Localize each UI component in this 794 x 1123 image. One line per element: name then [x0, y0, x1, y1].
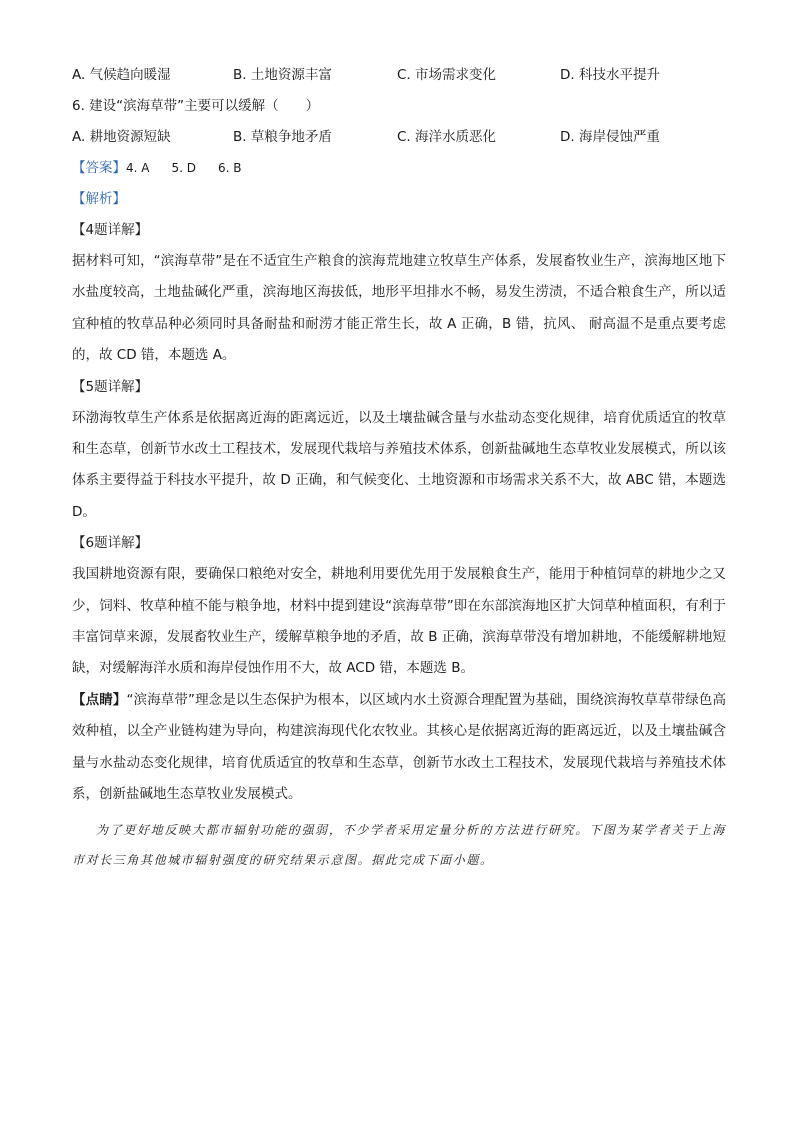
note-tag: 【点睛】 [72, 691, 127, 708]
reading-passage: 为了更好地反映大都市辐射功能的强弱，不少学者采用定量分析的方法进行研究。下图为某学者关于上海市对长三角其他城市辐射强度的研究结果示意图。据此完成下面小题。 [72, 822, 726, 867]
q4-option-b: B. 土地资源丰富 [233, 67, 332, 83]
q5-detail-heading: 【5题详解】 [72, 378, 149, 395]
answer-tag: 【答案】 [72, 160, 126, 176]
q6-option-a: A. 耕地资源短缺 [72, 129, 171, 145]
q4-option-c: C. 市场需求变化 [397, 67, 497, 83]
q6-stem: 6. 建设“滨海草带”主要可以缓解（ ） [72, 98, 320, 114]
document-page [72, 60, 726, 875]
q4-option-a: A. 气候趋向暖湿 [72, 67, 171, 83]
answer-line [72, 153, 726, 184]
q4-detail-heading: 【4题详解】 [72, 222, 149, 238]
analysis-heading [72, 184, 726, 215]
q6-detail-heading: 【6题详解】 [72, 535, 149, 552]
q4-detail-text: 据材料可知，“滨海草带”是在不适宜生产粮食的滨海荒地建立牧草生产体系，发展畜牧业生产，滨海地区地下水盐度较高，土地盐碱化严重，滨海地区海拔低，地形平坦排水不畅，易发生涝渍，不适合粮食生产，所以适宜种植的牧草品种必须同时具备耐盐和耐涝才能正常生长，故 A 正确，B 错，抗风、 耐高温不是重点要考虑的，故 CD 错，本题选 A。 [72, 253, 726, 364]
note-text: “滨海草带”理念是以生态保护为根本，以区域内水土资源合理配置为基础，围绕滨海牧草草带绿色高效种植，以全产业链构建为导向，构建滨海现代化农牧业。其核心是依据离近海的距离远近，以及土壤盐碱含量与水盐动态变化规律，培育优质适宜的牧草和生态草，创新节水改土工程技术，发展现代栽培与养殖技术体系，创新盐碱地生态草牧业发展模式。 [72, 691, 726, 803]
q4-options-row [72, 60, 726, 91]
q6-options-row [72, 122, 726, 153]
answer-4: 4. A [126, 161, 150, 175]
q4-option-d: D. 科技水平提升 [560, 67, 660, 83]
q6-detail-text: 我国耕地资源有限，要确保口粮绝对安全，耕地利用要优先用于发展粮食生产，能用于种植饲草的耕地少之又少，饲料、牧草种植不能与粮争地，材料中提到建设“滨海草带”即在东部滨海地区扩大饲草种植面积，有利于丰富饲草来源，发展畜牧业生产，缓解草粮争地的矛盾，故 B 正确，滨海草带没有增加耕地，不能缓解耕地短缺，对缓解海洋水质和海岸侵蚀作用不大，故 ACD 错，本题选 B。 [72, 566, 726, 677]
analysis-tag: 【解析】 [72, 191, 126, 207]
q6-option-b: B. 草粮争地矛盾 [233, 129, 332, 145]
q6-option-d: D. 海岸侵蚀严重 [560, 129, 660, 145]
q5-detail-text: 环渤海牧草生产体系是依据离近海的距离远近，以及土壤盐碱含量与水盐动态变化规律，培育优质适宜的牧草和生态草，创新节水改土工程技术，发展现代栽培与养殖技术体系，创新盐碱地生态草牧业发展模式，所以该体系主要得益于科技水平提升，故 D 正确，和气候变化、土地资源和市场需求关系不大，故 ABC 错，本题选 D。 [72, 409, 726, 520]
q6-option-c: C. 海洋水质恶化 [397, 129, 497, 145]
note-paragraph [72, 685, 726, 811]
answer-6: 6. B [218, 161, 242, 175]
answer-5: 5. D [171, 161, 196, 175]
